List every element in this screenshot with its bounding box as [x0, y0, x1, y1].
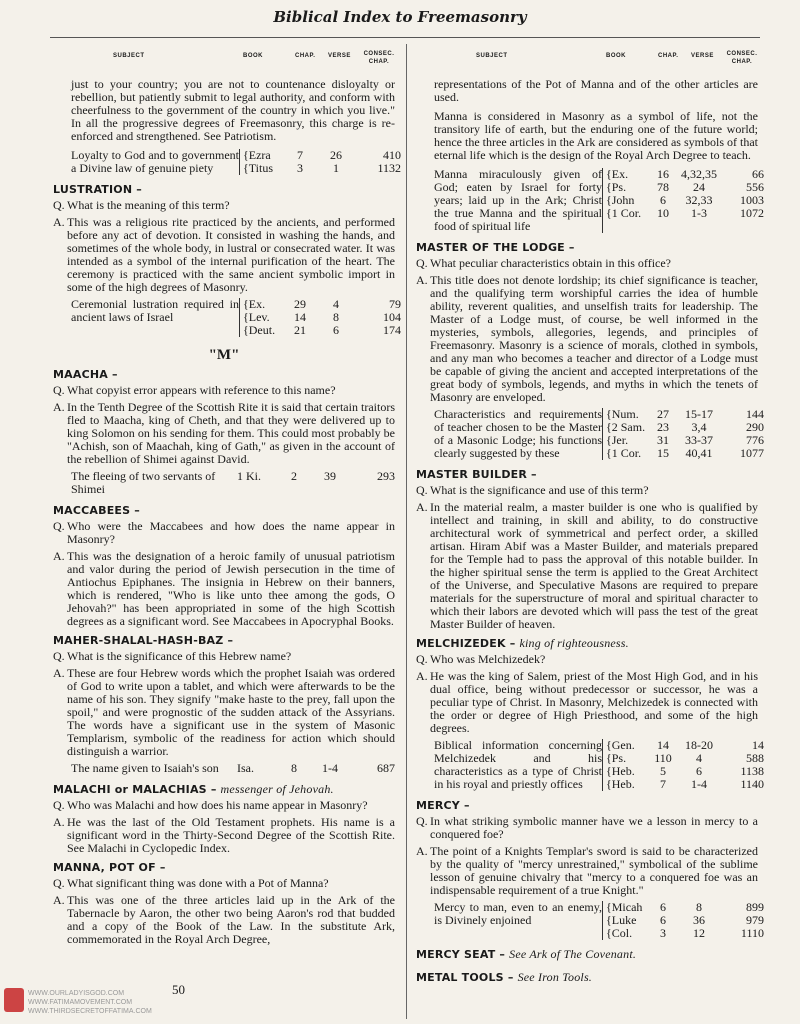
right-column: SUBJECT BOOK CHAP. VERSE CONSEC. CHAP. representations of the Pot of Manna and of the other articles are used. Manna is considered in Masonry as a symbol of life, not the transitory life of earth, but the enduring one of the future world; hence the three articles in the Ark are considered as symbols of that eternal life which is the design of the Royal Arch Degree to teach. Manna miraculously given of God; eaten by Israel for forty years; laid up in the Ark; Christ the true Manna and the spiritual food of spiritual life {Ex. 16 4,32,35 66 {Ps. 78 24 556 {John 6 32,33 1003 {1 Cor. 10 1-3 1072 MASTER OF THE LODGE – Q. What peculiar characteristics obtain in this office? A. This title does not denote lordship; its chief significance is teacher, and the qualifying term worshipful carries the idea of humble ability, reverent qualities, and unselfish traits for leadership. The Master of a Lodge must, of course, be well informed in the mysteries, symbols, allegories, legends, and principles of Freemasonry. Masonry is a science of morals, clothed in symbols, and any man who becomes a teacher and director of a Lodge must be capable of giving the ancient and accepted interpretations of the great body of symbols, legends, and myths in which the tenets of Masonry are enveloped. Characteristics and requirements of teacher chosen to be the Master of a Masonic Lodge; his functions clearly suggested by these {Num. 27 15-17 144 {2 Sam. 23 3,4 290 {Jer. 31 33-37 776 {1 Cor. 15 40,41 1077 MASTER BUILDER – Q. What is the significance and use of this term? A. In the material realm, a master builder is one who is qualified by intellect and training, in skill and ability, to do constructive architectural work of symmetrical and perfect order, a skilled artisan. Hiram Abif was a Master Builder, and materials prepared for the Temple had to pass the approval of this notable builder. In the higher spiritual sense the term is applied to the Great Architect of the Universe, and Speculative Masons are required to prepare materials for the superstructure of moral and spiritual character to which their labors are devoted which will pass the test of the great Master Builder of heaven. MELCHIZEDEK – king of righteousness. Q. Who was Melchizedek? A. He was the king of Salem, priest of the Most High God, and in his dual office, being without predecessor or successor, he was a peculiar type of Christ. In Masonry, Melchizedek is connected with the order or degree of High Priesthood, and some of the high degrees. Biblical information concerning Melchizedek and his characteristics as a type of Christ in his royal and priestly offices {Gen. 14 18-20 14 {Ps. 110 4 588 {Heb. 5 6 1138 {Heb. 7 1-4 1140 MERCY – Q. In what striking symbolic manner have we a lesson in mercy to a conquered foe? A. The point of a Knights Templar's sword is said to be characterized by the quality of "mercy unrestrained," symbolical of the sublime lesson of genuine chivalry that "mercy to a conquered foe was an indispensable requirement of a true Knight." Mercy to man, even to an enemy, is Divinely enjoined {Micah 6 8 899 {Luke 6 36 979 {Col. 3 12 1110 MERCY SEAT – See Ark of The Covenant. METAL TOOLS – See Iron Tools.: [416, 51, 764, 984]
ref-book: {Num.: [606, 407, 639, 421]
ref-verse: 18-20: [685, 738, 713, 752]
reference-row: [606, 739, 764, 752]
ref-book: {Ex.: [606, 167, 629, 181]
reference-block: The name given to Isaiah's son Isa. 8 1-4 687: [71, 761, 395, 775]
reference-block: Mercy to man, even to an enemy, is Divinely enjoined {Micah 6 8 899 {Luke 6 36 979 {Col. 3 12 1110: [434, 900, 764, 940]
ref-book: {1 Cor.: [606, 206, 642, 220]
ref-book: {Ex.: [243, 297, 266, 311]
question: What is the significance of this Hebrew name?: [67, 649, 292, 663]
ref-verse: 4: [696, 751, 702, 765]
ref-verse: 40,41: [685, 446, 713, 460]
reference-list: [239, 149, 401, 175]
ref-book: {2 Sam.: [606, 420, 646, 434]
ref-consec: 899: [746, 900, 764, 914]
reference-block: Biblical information concerning Melchizedek and his characteristics as a type of Christ in his royal and priestly offices {Gen. 14 18-20 14 {Ps. 110 4 588 {Heb. 5 6 1138 {Heb. 7 1-4 1140: [434, 738, 764, 791]
ref-consec: 1140: [740, 777, 764, 791]
reference-row: [606, 778, 764, 791]
entry-title: MELCHIZEDEK – king of righteousness.: [416, 636, 629, 650]
footer-link[interactable]: WWW.THIRDSECRETOFFATIMA.COM: [28, 1008, 152, 1015]
ref-book: {Gen.: [606, 738, 635, 752]
ref-consec: 79: [389, 297, 401, 311]
reference-row: [606, 447, 764, 460]
answer: This title does not denote lordship; its chief significance is teacher, and the qualifying term worshipful carries the idea of humble ability, reverent qualities, and unselfish traits for leadership. The Master of a Lodge must, of course, be well informed in the mysteries, symbols, allegories, legends, and principles of Freemasonry. Masonry is a science of morals, clothed in symbols, and any man who becomes a teacher and director of a Lodge must be capable of giving the ancient and accepted interpretations of the great body of symbols, legends, and myths in which the tenets of Masonry are enveloped.: [430, 273, 758, 404]
answer: The point of a Knights Templar's sword is said to be characterized by the quality of "mercy unrestrained," symbolical of the sublime lesson of genuine chivalry that "mercy to a conquered foe was an indispensable requirement of a true Knight.": [430, 844, 758, 897]
ref-chapter: 21: [294, 323, 306, 337]
column-divider: [406, 44, 407, 1019]
reference-block: The fleeing of two servants of Shimei 1 Ki. 2 39 293: [71, 469, 395, 496]
reference-row: [606, 207, 764, 220]
answer: He was the last of the Old Testament prophets. His name is a significant word in the Thirty-Second Degree of the Scottish Rite. See Malachi in Cyclopedic Index.: [67, 815, 395, 855]
page-title: Biblical Index to Freemasonry: [273, 8, 527, 26]
question: What peculiar characteristics obtain in this office?: [430, 256, 672, 270]
ref-consec: 1072: [740, 206, 764, 220]
ref-consec: 979: [746, 913, 764, 927]
reference-list: [602, 168, 764, 233]
ref-chapter: 3: [660, 926, 666, 940]
ref-verse: 4,32,35: [681, 167, 717, 181]
paragraph: representations of the Pot of Manna and of the other articles are used.: [434, 77, 758, 104]
entry-title: LUSTRATION –: [53, 183, 142, 196]
ref-verse: 1-4: [691, 777, 707, 791]
ref-book: {Heb.: [606, 777, 635, 791]
ref-consec: 556: [746, 180, 764, 194]
ref-chapter: 3: [297, 161, 303, 175]
ref-consec: 410: [383, 148, 401, 162]
ref-book: {Ezra: [243, 148, 271, 162]
page-number: 50: [172, 982, 185, 997]
ref-book: {Ps.: [606, 180, 627, 194]
ref-verse: 36: [693, 913, 705, 927]
ref-chapter: 29: [294, 297, 306, 311]
reference-row: [606, 168, 764, 181]
ref-verse: 26: [330, 148, 342, 162]
reference-list: [602, 739, 764, 791]
question: Who was Malachi and how does his name appear in Masonry?: [67, 798, 368, 812]
ref-chapter: 27: [657, 407, 669, 421]
ref-verse: 4: [333, 297, 339, 311]
ref-chapter: 16: [657, 167, 669, 181]
ref-book: {Luke: [606, 913, 637, 927]
ref-book: {Lev.: [243, 310, 270, 324]
entry-title: MACCABEES –: [53, 504, 140, 517]
ref-verse: 8: [696, 900, 702, 914]
entry-title: MALACHI or MALACHIAS – messenger of Jehovah.: [53, 782, 334, 796]
reference-list: [602, 901, 764, 940]
ref-consec: 1110: [740, 926, 764, 940]
reference-block: Ceremonial lustration required in ancient laws of Israel {Ex. 29 4 79 {Lev. 14 8 104 {Deut. 21 6 174: [71, 297, 401, 337]
ref-verse: 33-37: [685, 433, 713, 447]
entry-title: METAL TOOLS – See Iron Tools.: [416, 970, 593, 984]
ref-verse: 24: [693, 180, 705, 194]
entry-title: MANNA, POT OF –: [53, 861, 166, 874]
answer: This was the designation of a heroic family of unusual patriotism and valor during the period of Jewish persecution in the time of Antiochus Epiphanes. The insignia in Hebrew on their banners, which is rendered, "Who is like unto thee among the gods, O Jehovah?" has been appropriated in some of the high Scottish degrees as a significant word. See Maccabees in Apocryphal Books.: [67, 549, 395, 628]
ref-chapter: 23: [657, 420, 669, 434]
answer: He was the king of Salem, priest of the Most High God, and in his dual office, being without predecessor or successor, he was a peculiar type of Christ. In Masonry, Melchizedek is connected with the order or degree of High Priesthood, and some of the high degrees.: [430, 669, 758, 735]
ref-chapter: 10: [657, 206, 669, 220]
entry-title: MERCY –: [416, 799, 470, 812]
question: Who was Melchizedek?: [430, 652, 546, 666]
ref-book: {Jer.: [606, 433, 629, 447]
ref-chapter: 110: [654, 751, 672, 765]
ref-verse: 1: [333, 161, 339, 175]
answer: This was one of the three articles laid up in the Ark of the Tabernacle by Aaron, the other two being Aaron's rod that budded and a copy of the Book of the Law. In the substitute Ark, commemorated in the Royal Arch Degree,: [67, 893, 395, 946]
ref-consec: 588: [746, 751, 764, 765]
ref-book: {Micah: [606, 900, 643, 914]
ref-consec: 1138: [740, 764, 764, 778]
ref-consec: 1003: [740, 193, 764, 207]
ref-chapter: 15: [657, 446, 669, 460]
ref-chapter: 14: [294, 310, 306, 324]
answer: In the Tenth Degree of the Scottish Rite it is said that certain traitors fled to Maacha, king of Cheth, and that they were delivered up to king Solomon on his sending for them. This could most probably be "Achish, son of Maachah, king of Gath," as given in the account of the rebellion of Shimei against David.: [67, 400, 395, 466]
entry-title: MASTER OF THE LODGE –: [416, 241, 575, 254]
question: What is the meaning of this term?: [67, 198, 230, 212]
ref-chapter: 7: [297, 148, 303, 162]
ref-book: {Col.: [606, 926, 633, 940]
question: In what striking symbolic manner have we a lesson in mercy to a conquered foe?: [430, 814, 758, 841]
entry-title: MASTER BUILDER –: [416, 468, 537, 481]
question: Who were the Maccabees and how does the name appear in Masonry?: [67, 519, 395, 546]
ref-chapter: 14: [657, 738, 669, 752]
ref-chapter: 5: [660, 764, 666, 778]
question: What copyist error appears with reference to this name?: [67, 383, 336, 397]
ref-consec: 1077: [740, 446, 764, 460]
ref-chapter: 7: [660, 777, 666, 791]
ref-book: {Deut.: [243, 323, 276, 337]
entry-title: MAACHA –: [53, 368, 118, 381]
reference-block: Characteristics and requirements of teacher chosen to be the Master of a Masonic Lodge; his functions clearly suggested by these {Num. 27 15-17 144 {2 Sam. 23 3,4 290 {Jer. 31 33-37 776 {1 Cor. 15 40,41 1077: [434, 407, 764, 460]
answer: This was a religious rite practiced by the ancients, and performed before any act of devotion. It consisted in washing the hands, and sometimes of the whole body, in lustral or consecrated water. It was intended as a symbol of the internal purification of the heart. The ceremony is practiced with the same ancient symbolic import in some of the high degrees of Masonry.: [67, 215, 395, 294]
ref-book: {John: [606, 193, 635, 207]
ref-chapter: 6: [660, 900, 666, 914]
reference-row: [243, 162, 401, 175]
answer: In the material realm, a master builder is one who is qualified by intellect and training, in skill and ability, to do constructive architectural work of symmetrical and perfect order, a skilled artisan. Hiram Abif was a Master Builder, and materials prepared for the Temple had to pass the approval of this notable builder. In the higher spiritual sense the term is applied to the Great Architect of the Universe, and Speculative Masons are required to prepare materials for the superstructure of moral and spiritual character to which their labors are devoted which will pass the test of the great Master Builder of heaven.: [430, 500, 758, 631]
answer: These are four Hebrew words which the prophet Isaiah was ordered of God to write upon a tablet, and which were afterwards to be the name of his son. They signify "make haste to the prey, fall upon the spoil," and were prognostic of the sudden attack of the Assyrians. The words have a significant use in the system of Masonic Templarism, symbolic of the readiness for action which should distinguish a warrior.: [67, 666, 395, 758]
ref-verse: 3,4: [691, 420, 707, 434]
reference-block: Manna miraculously given of God; eaten by Israel for forty years; laid up in the Ark; Christ the true Manna and the spiritual food of spiritual life {Ex. 16 4,32,35 66 {Ps. 78 24 556 {John 6 32,33 1003 {1 Cor. 10 1-3 1072: [434, 167, 764, 233]
ref-consec: 104: [383, 310, 401, 324]
footer-link[interactable]: WWW.OURLADYISGOD.COM: [28, 990, 125, 997]
footer-link[interactable]: WWW.FATIMAMOVEMENT.COM: [28, 999, 133, 1006]
reference-row: [606, 927, 764, 940]
ref-consec: 144: [746, 407, 764, 421]
ref-verse: 12: [693, 926, 705, 940]
ref-chapter: 31: [657, 433, 669, 447]
left-column: SUBJECT BOOK CHAP. VERSE CONSEC. CHAP. just to your country; you are not to countenance disloyalty or rebellion, but patiently submit to legal authority, and conform with cheerfulness to the government of the country in which you live." In all the progressive degrees of Freemasonry, this charge is re-enforced and strengthened. See Patriotism. Loyalty to God and to government a Divine law of genuine piety {Ezra 7 26 410 {Titus 3 1 1132 LUSTRATION – Q. What is the meaning of this term? A. This was a religious rite practiced by the ancients, and performed before any act of devotion. It consisted in washing the hands, and sometimes of the whole body, in lustral or consecrated water. It was intended as a symbol of the internal purification of the heart. The ceremony is practiced with the same ancient symbolic import in some of the high degrees of Masonry. Ceremonial lustration required in ancient laws of Israel {Ex. 29 4 79 {Lev. 14 8 104 {Deut. 21 6 174 "M" MAACHA – Q. What copyist error appears with reference to this name? A. In the Tenth Degree of the Scottish Rite it is said that certain traitors fled to Maacha, king of Cheth, and that they were delivered up to king Solomon on his sending for them. This could most probably be "Achish, son of Maachah, king of Gath," as given in the account of the rebellion of Shimei against David. The fleeing of two servants of Shimei 1 Ki. 2 39 293 MACCABEES – Q. Who were the Maccabees and how does the name appear in Masonry? A. This was the designation of a heroic family of unusual patriotism and valor during the period of Jewish persecution in the time of Antiochus Epiphanes. The insignia in Hebrew on their banners, which is rendered, "Who is like unto thee among the gods, O Jehovah?" has been appropriated in some of the high Scottish degrees as a significant word. See Maccabees in Apocryphal Books. MAHER-SHALAL-HASH-BAZ – Q. What is the significance of this Hebrew name? A. These are four Hebrew words which the prophet Isaiah was ordered of God to write upon a tablet, and which were afterwards to be the name of his son. They signify "make haste to the prey, fall upon the spoil," and were prognostic of the sudden attack of the Assyrians. The words have a significant use in the system of Masonic Templarism, symbolic of the readiness for action which should distinguish a warrior. The name given to Isaiah's son Isa. 8 1-4 687 MALACHI or MALACHIAS – messenger of Jehovah. Q. Who was Malachi and how does his name appear in Masonry? A. He was the last of the Old Testament prophets. His name is a significant word in the Thirty-Second Degree of the Scottish Rite. See Malachi in Cyclopedic Index. MANNA, POT OF – Q. What significant thing was done with a Pot of Manna? A. This was one of the three articles laid up in the Ark of the Tabernacle by Aaron, the other two being Aaron's rod that budded and a copy of the Book of the Law. In the substitute Ark, commemorated in the Royal Arch Degree,: [53, 51, 401, 946]
ref-verse: 8: [333, 310, 339, 324]
reference-row: [243, 324, 401, 337]
ref-verse: 1-3: [691, 206, 707, 220]
ref-verse: 32,33: [685, 193, 713, 207]
paragraph: Manna is considered in Masonry as a symbol of life, not the transitory life of earth, but the enduring one of the future world; hence the three articles in the Ark are considered as symbols of that eternal life which is the design of the Royal Arch Degree to teach.: [434, 109, 758, 162]
ref-consec: 66: [752, 167, 764, 181]
ref-book: {Ps.: [606, 751, 627, 765]
question: What significant thing was done with a Pot of Manna?: [67, 876, 329, 890]
ref-consec: 14: [752, 738, 764, 752]
paragraph: just to your country; you are not to countenance disloyalty or rebellion, but patiently submit to legal authority, and conform with cheerfulness to the government of the country in which you live." In all the progressive degrees of Freemasonry, this charge is re-enforced and strengthened. See Patriotism.: [71, 77, 395, 143]
ref-consec: 1132: [377, 161, 401, 175]
ref-chapter: 6: [660, 193, 666, 207]
ref-verse: 6: [333, 323, 339, 337]
ref-consec: 776: [746, 433, 764, 447]
footer-urls: [28, 989, 152, 1016]
reference-list: [239, 298, 401, 337]
ref-verse: 15-17: [685, 407, 713, 421]
column-header: SUBJECT BOOK CHAP. VERSE CONSEC. CHAP.: [476, 51, 758, 65]
reference-block: Loyalty to God and to government a Divine law of genuine piety {Ezra 7 26 410 {Titus 3 1 1132: [71, 148, 401, 175]
ref-verse: 6: [696, 764, 702, 778]
ref-book: {Titus: [243, 161, 274, 175]
entry-title: MAHER-SHALAL-HASH-BAZ –: [53, 634, 234, 647]
ref-consec: 174: [383, 323, 401, 337]
header-rule: [50, 37, 760, 38]
ref-book: {1 Cor.: [606, 446, 642, 460]
ref-book: {Heb.: [606, 764, 635, 778]
entry-title: MERCY SEAT – See Ark of The Covenant.: [416, 947, 637, 961]
ref-chapter: 6: [660, 913, 666, 927]
reference-list: [602, 408, 764, 460]
column-header: SUBJECT BOOK CHAP. VERSE CONSEC. CHAP.: [113, 51, 395, 65]
ref-consec: 290: [746, 420, 764, 434]
section-letter: "M": [208, 347, 240, 363]
ref-chapter: 78: [657, 180, 669, 194]
question: What is the significance and use of this term?: [430, 483, 649, 497]
site-logo-icon: [4, 988, 24, 1012]
